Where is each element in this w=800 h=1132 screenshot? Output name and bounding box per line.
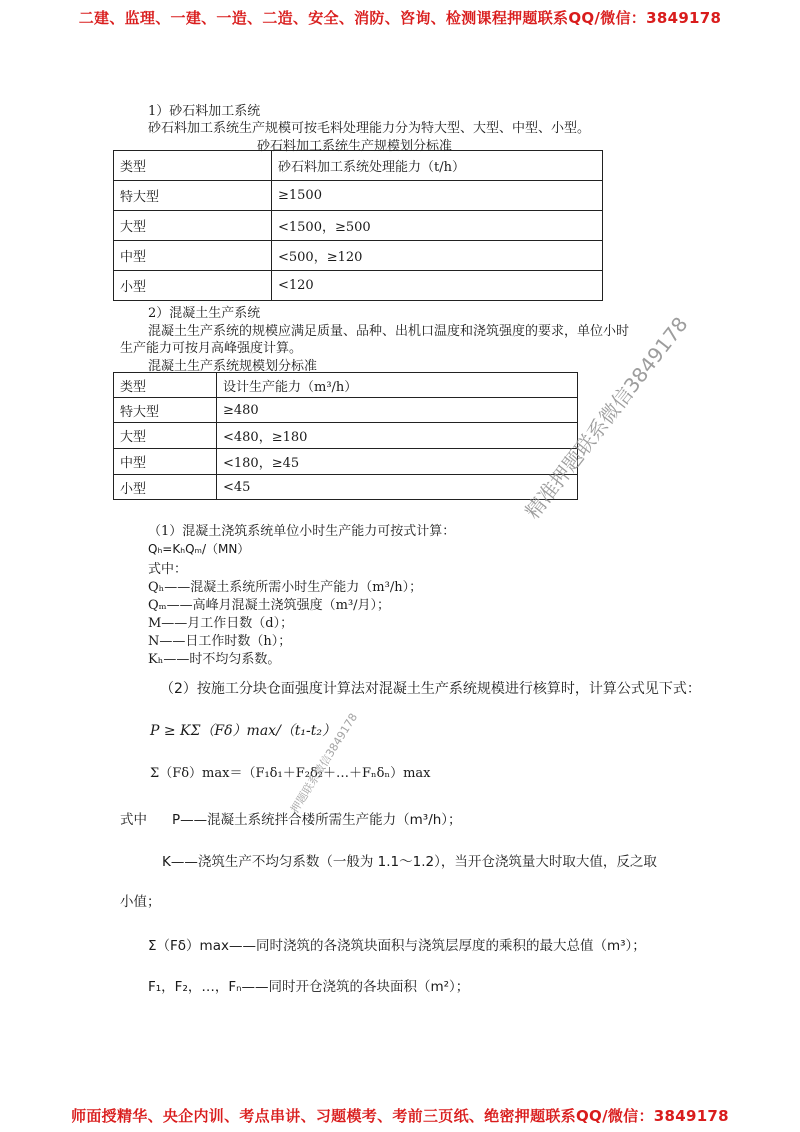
type-cell: 特大型 — [114, 398, 217, 423]
type-cell: 小型 — [114, 475, 217, 500]
formula2-intro: （2）按施工分块仓面强度计算法对混凝土生产系统规模进行核算时，计算公式见下式： — [160, 681, 701, 697]
header-cell: 类型 — [114, 151, 272, 181]
formula1-equation: Qₕ=KₕQₘ/（MN） — [148, 542, 250, 556]
type-cell: 中型 — [114, 241, 272, 271]
table-row — [114, 449, 578, 475]
capacity-cell: <120 — [272, 271, 603, 301]
header-cell: 类型 — [114, 373, 217, 398]
type-cell: 中型 — [114, 449, 217, 475]
watermark-small: 押题联系微信3849178 — [288, 711, 361, 816]
table-row — [114, 398, 578, 423]
footer-banner: 师面授精华、央企内训、考点串讲、习题模考、考前三页纸、绝密押题联系QQ/微信：3849178 — [71, 1107, 729, 1125]
table-row — [114, 423, 578, 449]
type-cell: 小型 — [114, 271, 272, 301]
formula1-def: Qₕ——混凝土系统所需小时生产能力（m³/h）； — [148, 580, 423, 595]
header-banner: 二建、监理、一建、一造、二造、安全、消防、咨询、检测课程押题联系QQ/微信：3849178 — [78, 9, 722, 27]
capacity-cell: ≥1500 — [272, 181, 603, 211]
capacity-cell: <500，≥120 — [272, 241, 603, 271]
section2-description-line1: 混凝土生产系统的规模应满足质量、品种、出机口温度和浇筑强度的要求，单位小时 — [148, 324, 630, 339]
section1-heading: 1）砂石料加工系统 — [148, 104, 261, 119]
table-header-row — [114, 151, 603, 181]
section1-description: 砂石料加工系统生产规模可按毛料处理能力分为特大型、大型、中型、小型。 — [148, 121, 591, 136]
table-row — [114, 241, 603, 271]
type-cell: 大型 — [114, 211, 272, 241]
formula2-def-p: P——混凝土系统拌合楼所需生产能力（m³/h）； — [172, 812, 462, 828]
formula2-where-label: 式中 — [120, 812, 147, 828]
formula2-def-k-line2: 小值； — [120, 894, 161, 910]
formula1-def: N——日工作时数（h）； — [148, 634, 292, 649]
formula2-def-k-line1: K——浇筑生产不均匀系数（一般为 1.1～1.2），当开仓浇筑量大时取大值，反之取 — [162, 854, 657, 870]
type-cell: 特大型 — [114, 181, 272, 211]
table-row — [114, 271, 603, 301]
watermark-large: 精准押题联系微信3849178 — [520, 312, 693, 524]
capacity-cell: <480，≥180 — [217, 423, 578, 449]
section2-description-line2: 生产能力可按月高峰强度计算。 — [120, 341, 303, 356]
formula1-def: Qₘ——高峰月混凝土浇筑强度（m³/月）； — [148, 598, 391, 613]
header-cell: 砂石料加工系统处理能力（t/h） — [272, 151, 603, 181]
formula1-intro: （1）混凝土浇筑系统单位小时生产能力可按式计算： — [148, 524, 456, 539]
formula2-equation-1: P ≥ KΣ（Fδ）max/（t₁-t₂） — [150, 723, 336, 739]
formula1-where: 式中： — [148, 562, 188, 577]
section1-table-title: 砂石料加工系统生产规模划分标准 — [257, 139, 453, 154]
section2-heading: 2）混凝土生产系统 — [148, 306, 261, 321]
capacity-cell: <1500，≥500 — [272, 211, 603, 241]
formula2-equation-2: Σ（Fδ）max＝（F₁δ₁＋F₂δ₂＋…＋Fₙδₙ）max — [150, 766, 431, 781]
formula2-def-sum: Σ（Fδ）max——同时浇筑的各浇筑块面积与浇筑层厚度的乘积的最大总值（m³）； — [148, 938, 646, 954]
concrete-scale-table — [113, 372, 578, 500]
type-cell: 大型 — [114, 423, 217, 449]
sand-gravel-scale-table — [113, 150, 603, 301]
table-row — [114, 181, 603, 211]
table-row — [114, 475, 578, 500]
table-header-row — [114, 373, 578, 398]
formula1-def: M——月工作日数（d）； — [148, 616, 294, 631]
capacity-cell: <180，≥45 — [217, 449, 578, 475]
section2-table-title: 混凝土生产系统规模划分标准 — [148, 359, 318, 374]
formula1-def: Kₕ——时不均匀系数。 — [148, 652, 281, 667]
header-cell: 设计生产能力（m³/h） — [217, 373, 578, 398]
capacity-cell: ≥480 — [217, 398, 578, 423]
formula2-def-f: F₁，F₂，…，Fₙ——同时开仓浇筑的各块面积（m²）； — [148, 979, 470, 995]
capacity-cell: <45 — [217, 475, 578, 500]
table-row — [114, 211, 603, 241]
